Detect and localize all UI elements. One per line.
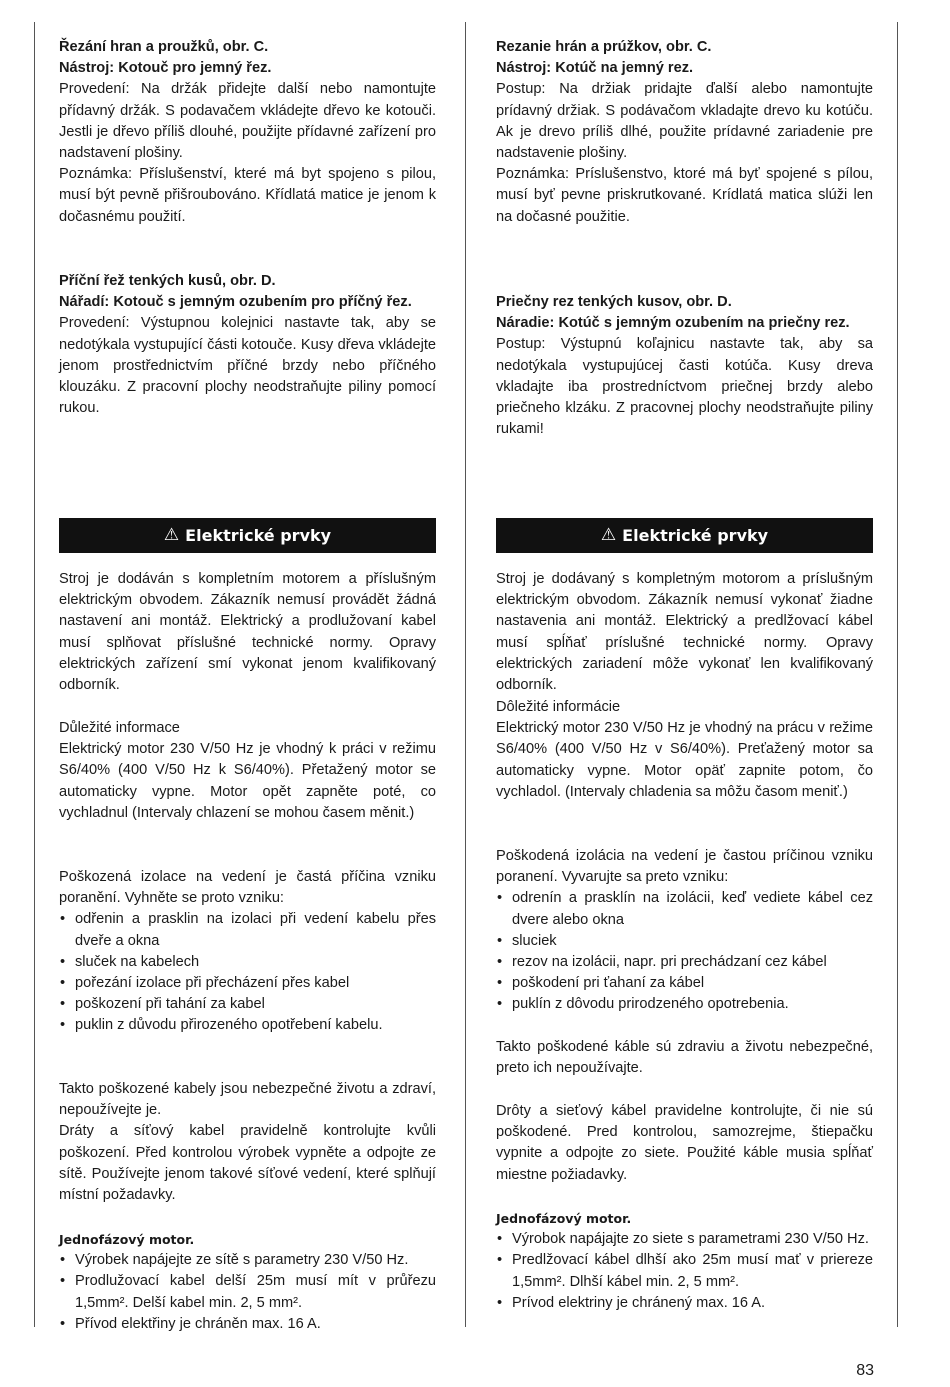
electrical-intro [496, 569, 873, 696]
section-tool: Nástroj: Kotúč na jemný rez. [496, 60, 694, 77]
list-item: • Predlžovací kábel dlhší ako 25m musí mať v priereze 1,5mm². Dlhší kábel min. 2, 5 mm². [496, 1250, 873, 1292]
paragraph: Poškodená izolácia na vedení je častou príčinou vzniku poranení. Vyvarujte sa preto vzniku: [496, 848, 873, 886]
paragraph: Elektrický motor 230 V/50 Hz je vhodný k práci v režimu S6/40% (400 V/50 Hz k S6/40%). Přetažený motor se automaticky vypne. Motor opět zapněte poté, co vychladnul (Intervaly chlazení se mohou časem měnit.) [59, 741, 436, 821]
list-item: • Přívod elektřiny je chráněn max. 16 A. [59, 1314, 436, 1335]
cable-warning [496, 1037, 873, 1079]
list-item: • poškodení pri ťahaní za kábel [496, 973, 873, 994]
insulation-damage [496, 846, 873, 1016]
section-edge-cutting [59, 37, 436, 228]
list-item: • puklin z důvodu přirozeného opotřebení kabelu. [59, 1015, 436, 1036]
section-cross-cut [59, 271, 436, 419]
paragraph: Poškozená izolace na vedení je častá příčina vzniku poranění. Vyhněte se proto vzniku: [59, 869, 436, 907]
list-item: • Výrobek napájejte ze sítě s parametry 230 V/50 Hz. [59, 1250, 436, 1271]
page-number: 83 [856, 1362, 874, 1379]
paragraph: Dráty a síťový kabel pravidelně kontrolujte kvůli poškození. Před kontrolou výrobek vypněte a odpojte ze sítě. Používejte jenom takové síťové vedení, které splňují místní požadavky. [59, 1123, 436, 1204]
section-note: Poznámka: Príslušenstvo, ktoré má byť spojené s pílou, musí byť pevne priskrutkované. Krídlatá matica slúži len na dočasné použitie. [496, 166, 873, 225]
list-item: • rezov na izolácii, napr. pri prechádzaní cez kábel [496, 952, 873, 973]
list-item: • puklín z dôvodu prirodzeného opotrebenia. [496, 994, 873, 1015]
single-phase-motor [496, 1208, 873, 1314]
paragraph: Drôty a sieťový kábel pravidelne kontrolujte, či nie sú poškodené. Pred kontrolou, samozrejme, štiepačku vypnite a odpojte zo siete. Použité káble musia spĺňať miestne požiadavky. [496, 1103, 873, 1183]
motor-list [59, 1250, 436, 1335]
list-item: • pořezání izolace při přecházení přes kabel [59, 973, 436, 994]
section-body: Provedení: Na držák přidejte další nebo namontujte přídavný držák. S podavačem vkládejte dřevo ke kotouči. Jestli je dřevo příliš dlouhé, použijte přídavné zařízení pro nadstavení plošiny. [59, 81, 436, 162]
motor-list [496, 1229, 873, 1314]
subheading: Jednofázový motor. [496, 1211, 632, 1226]
subheading: Dôležité informácie [496, 699, 621, 715]
important-info [496, 697, 873, 803]
electrical-banner [496, 518, 873, 553]
subheading: Důležité informace [59, 720, 180, 736]
paragraph: Takto poškozené kabely jsou nebezpečné životu a zdraví, nepoužívejte je. [59, 1081, 436, 1119]
section-body: Postup: Na držiak pridajte ďalší alebo namontujte prídavný držiak. S podávačom vkladajte drevo ku kotúču. Ak je drevo príliš dlhé, použite prídavné zariadenie pre nadstavenie plošiny. [496, 81, 873, 162]
cable-warning [59, 1079, 436, 1206]
section-title: Příční řež tenkých kusů, obr. D. [59, 273, 276, 289]
electrical-intro [59, 569, 436, 696]
list-item: • odřenin a prasklin na izolaci při vedení kabelu přes dveře a okna [59, 909, 436, 951]
list-item: • sluček na kabelech [59, 952, 436, 973]
section-title: Priečny rez tenkých kusov, obr. D. [496, 294, 732, 310]
column-rule-middle [465, 22, 466, 1327]
column-rule-right [897, 22, 898, 1327]
section-cross-cut [496, 292, 873, 440]
list-item: • odrenín a prasklín na izolácii, keď vediete kábel cez dvere alebo okna [496, 888, 873, 930]
banner-title: Elektrické prvky [185, 525, 332, 545]
section-tool: Nástroj: Kotouč pro jemný řez. [59, 60, 272, 77]
damage-list [496, 888, 873, 1015]
section-edge-cutting [496, 37, 873, 228]
single-phase-motor [59, 1229, 436, 1335]
banner-title: Elektrické prvky [622, 525, 769, 545]
list-item: • Prívod elektriny je chránený max. 16 A. [496, 1293, 873, 1314]
section-body: Postup: Výstupnú koľajnicu nastavte tak, aby sa nedotýkala vystupujúcej časti kotúča. Kusy dreva vkladajte iba prostredníctvom priečnej brzdy alebo priečneho klzáku. Z pracovnej plochy neodstraňujte piliny rukami! [496, 336, 873, 438]
subheading: Jednofázový motor. [59, 1232, 195, 1247]
column-rule-left [34, 22, 35, 1327]
section-body: Provedení: Výstupnou kolejnici nastavte tak, aby se nedotýkala vystupující části kotouče. Kusy dřeva vkládejte jenom prostřednictvím příčné brzdy nebo příčného klouzáku. Z pracovní plochy neodstraňujte piliny pomocí rukou. [59, 315, 436, 417]
paragraph: Stroj je dodávaný s kompletným motorom a príslušným elektrickým obvodom. Zákazník nemusí vykonať žiadne nastavenia ani montáž. Elektrický a predlžovací kábel musí spĺňať príslušné technické normy. Opravy elektrických zariadení môže vykonať len kvalifikovaný odborník. [496, 571, 873, 694]
paragraph: Elektrický motor 230 V/50 Hz je vhodný na prácu v režime S6/40% (400 V/50 Hz v S6/40%). Preťažený motor sa automaticky vypne. Motor opäť zapnite potom, čo vychladol. (Intervaly chladenia sa môžu časom meniť.) [496, 720, 873, 800]
paragraph: Stroj je dodáván s kompletním motorem a příslušným elektrickým obvodem. Zákazník nemusí provádět žádná nastavení ani montáž. Elektrický a prodlužovaní kabel musí splňovat příslušné technické normy. Opravy elektrických zařízení smí vykonat jenom kvalifikovaný odborník. [59, 571, 436, 694]
damage-list [59, 909, 436, 1036]
cable-inspection [496, 1101, 873, 1186]
section-tool: Nářadí: Kotouč s jemným ozubením pro příčný řez. [59, 294, 412, 311]
important-info [59, 718, 436, 824]
list-item: • poškození při tahání za kabel [59, 994, 436, 1015]
insulation-damage [59, 867, 436, 1037]
list-item: • Prodlužovací kabel delší 25m musí mít v průřezu 1,5mm². Delší kabel min. 2, 5 mm². [59, 1271, 436, 1313]
list-item: • Výrobok napájajte zo siete s parametrami 230 V/50 Hz. [496, 1229, 873, 1250]
paragraph: Takto poškodené káble sú zdraviu a životu nebezpečné, preto ich nepoužívajte. [496, 1039, 873, 1077]
warning-triangle-icon: ⚠ [600, 524, 617, 545]
section-title: Rezanie hrán a prúžkov, obr. C. [496, 39, 712, 55]
electrical-banner [59, 518, 436, 553]
section-tool: Náradie: Kotúč s jemným ozubením na priečny rez. [496, 315, 850, 332]
warning-triangle-icon: ⚠ [163, 524, 180, 545]
list-item: • sluciek [496, 931, 873, 952]
section-note: Poznámka: Příslušenství, které má byt spojeno s pilou, musí být pevně přišroubováno. Křídlatá matice je jenom k dočasnému použití. [59, 166, 436, 225]
section-title: Řezání hran a proužků, obr. C. [59, 39, 269, 55]
